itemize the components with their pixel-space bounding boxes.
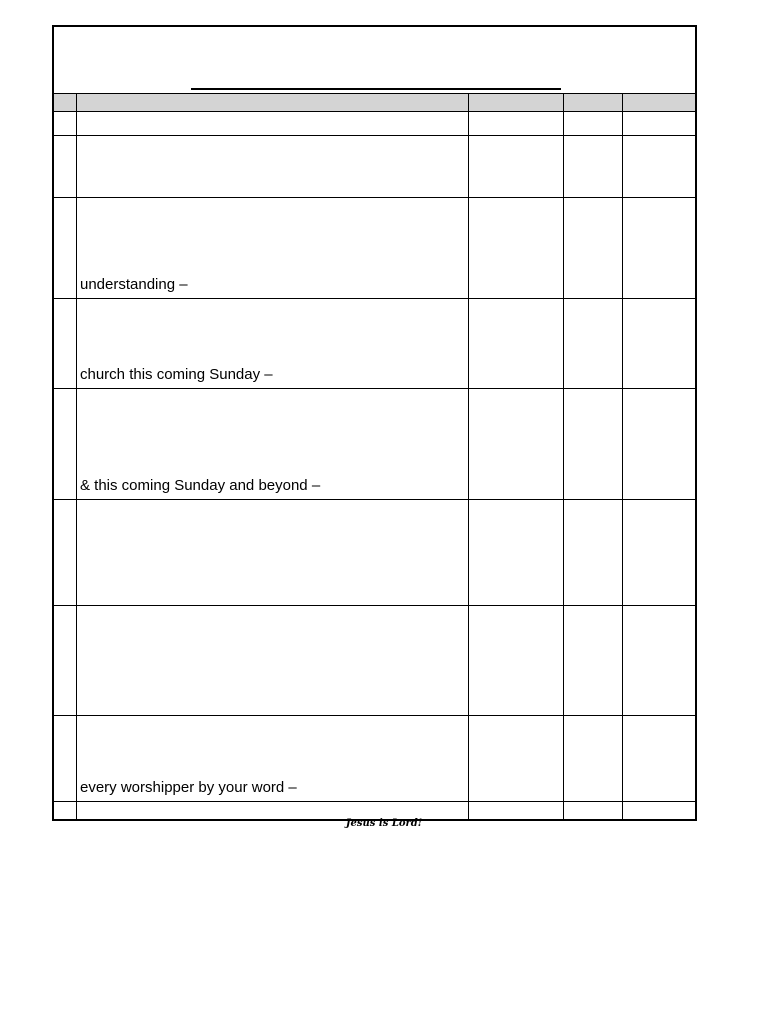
row-text: & this coming Sunday and beyond – — [80, 477, 321, 494]
row-cell-col-b — [564, 112, 623, 135]
row-cell-col-c — [623, 500, 697, 605]
title-underline — [191, 88, 561, 90]
table-row — [54, 715, 695, 801]
row-number-cell — [54, 606, 77, 715]
row-number-cell — [54, 112, 77, 135]
table-row — [54, 388, 695, 499]
header-cell-description — [77, 94, 469, 111]
row-description-cell — [77, 389, 469, 499]
row-cell-col-b — [564, 389, 623, 499]
row-cell-col-a — [469, 500, 564, 605]
row-cell-col-a — [469, 136, 564, 197]
row-cell-col-a — [469, 716, 564, 801]
row-description-cell — [77, 112, 469, 135]
row-cell-col-a — [469, 112, 564, 135]
row-cell-col-c — [623, 299, 697, 388]
row-number-cell — [54, 299, 77, 388]
table-row — [54, 135, 695, 197]
table-row — [54, 111, 695, 135]
row-number-cell — [54, 198, 77, 298]
row-cell-col-a — [469, 389, 564, 499]
row-number-cell — [54, 389, 77, 499]
header-cell-col-a — [469, 94, 564, 111]
row-text: understanding – — [80, 276, 188, 293]
row-description-cell — [77, 500, 469, 605]
row-text: every worshipper by your word – — [80, 779, 297, 796]
row-description-cell — [77, 299, 469, 388]
row-number-cell — [54, 500, 77, 605]
header-cell-col-b — [564, 94, 623, 111]
row-description-cell — [77, 136, 469, 197]
row-cell-col-b — [564, 136, 623, 197]
row-cell-col-c — [623, 606, 697, 715]
row-cell-col-c — [623, 198, 697, 298]
row-number-cell — [54, 716, 77, 801]
row-cell-col-a — [469, 198, 564, 298]
header-row — [54, 93, 695, 111]
header-cell-col-c — [623, 94, 697, 111]
table-row — [54, 197, 695, 298]
table-row — [54, 605, 695, 715]
row-cell-col-a — [469, 606, 564, 715]
header-cell-number — [54, 94, 77, 111]
table-row — [54, 298, 695, 388]
row-cell-col-c — [623, 136, 697, 197]
table-row — [54, 499, 695, 605]
title-area — [54, 27, 695, 93]
row-description-cell — [77, 198, 469, 298]
footer-text: Jesus is Lord! — [345, 818, 423, 829]
row-cell-col-b — [564, 198, 623, 298]
row-cell-col-b — [564, 299, 623, 388]
row-cell-col-b — [564, 606, 623, 715]
row-description-cell — [77, 716, 469, 801]
row-cell-col-c — [623, 389, 697, 499]
row-cell-col-b — [564, 500, 623, 605]
row-cell-col-b — [564, 716, 623, 801]
row-cell-col-c — [623, 716, 697, 801]
row-description-cell — [77, 606, 469, 715]
row-number-cell — [54, 136, 77, 197]
prayer-sheet-table — [52, 25, 697, 821]
row-text: church this coming Sunday – — [80, 366, 273, 383]
row-cell-col-c — [623, 112, 697, 135]
row-cell-col-a — [469, 299, 564, 388]
